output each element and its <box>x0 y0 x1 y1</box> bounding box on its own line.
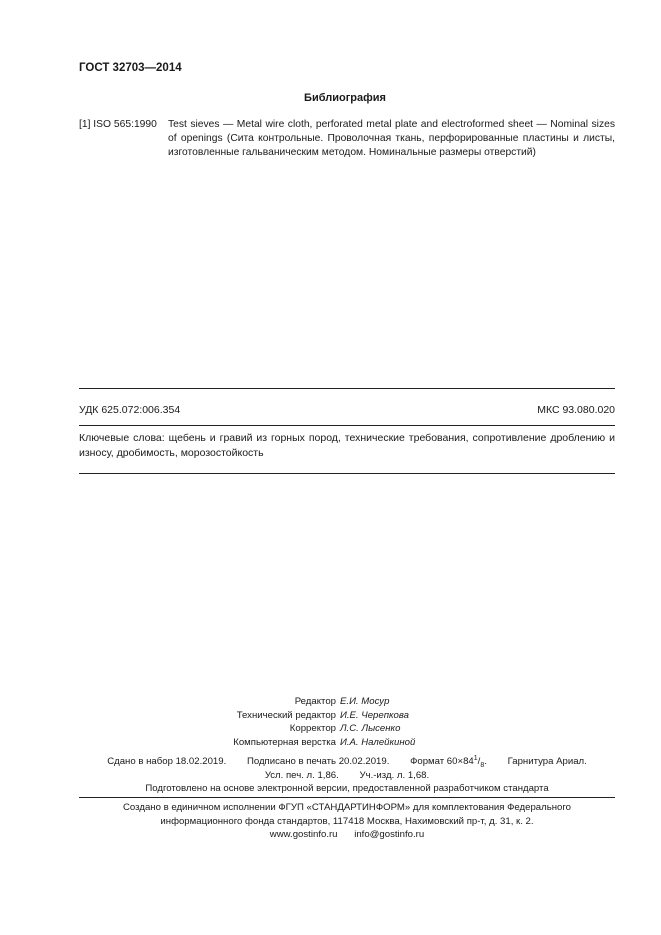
credit-name: Е.И. Мосур <box>340 696 390 707</box>
publisher-sheets: Уч.-изд. л. 1,68. <box>359 769 430 781</box>
section-title: Библиография <box>304 92 386 104</box>
credit-editor <box>0 695 661 709</box>
footer-contacts <box>79 828 615 842</box>
footer-line-2: информационного фонда стандартов, 117418 Москва, Нахимовский пр-т, д. 31, к. 2. <box>160 815 534 827</box>
credit-name: И.Е. Черепкова <box>340 709 410 721</box>
website-link[interactable]: www.gostinfo.ru <box>269 829 338 840</box>
footer-line-1: Создано в единичном исполнении ФГУП «СТАНДАРТИНФОРМ» для комплектования Федерального <box>123 802 571 813</box>
document-code: ГОСТ 32703—2014 <box>79 62 182 74</box>
print-info <box>79 755 615 796</box>
divider-keywords <box>79 473 615 474</box>
credit-role: Компьютерная верстка <box>233 736 336 748</box>
udk-code: УДК 625.072:006.354 <box>79 404 181 416</box>
credit-name: Л.С. Лысенко <box>340 723 401 734</box>
credit-name: И.А. Налейкиной <box>340 736 416 748</box>
credit-tech-editor <box>0 709 661 723</box>
submitted-date: Сдано в набор 18.02.2019. <box>107 756 227 767</box>
format: Формат $60\times 84^1/_8$. <box>410 754 487 769</box>
print-sheets: Усл. печ. л. 1,86. <box>264 769 339 781</box>
bibliography-entry <box>79 118 615 160</box>
credit-role: Технический редактор <box>236 709 336 721</box>
divider-top <box>79 388 615 389</box>
signed-date: Подписано в печать 20.02.2019. <box>246 756 390 767</box>
footer <box>79 801 615 842</box>
bibliography-text: Test sieves — Metal wire cloth, perforated metal plate and electroformed sheet — Nominal sizes of openings (Сита контрольные. Проволочная ткань, перфорированные пластины и листы, изготовленные гальваническим методом. Номинальные размеры отверстий) <box>168 119 615 158</box>
print-line-2 <box>79 769 615 783</box>
print-line-1 <box>79 755 615 769</box>
email-link[interactable]: info@gostinfo.ru <box>354 829 425 840</box>
credit-layout <box>0 736 661 750</box>
divider-middle <box>79 425 615 426</box>
typeface: Гарнитура Ариал. <box>507 756 587 767</box>
mks-code: МКС 93.080.020 <box>537 404 615 416</box>
bibliography-ref: [1] ISO 565:1990 <box>79 119 157 130</box>
credits-block <box>0 695 661 749</box>
credit-proofreader <box>0 722 661 736</box>
credit-role: Редактор <box>294 696 336 707</box>
credit-role: Корректор <box>289 723 336 734</box>
prepared-note: Подготовлено на основе электронной версии, предоставленной разработчиком стандарта <box>145 783 549 794</box>
divider-footer <box>79 797 615 798</box>
keywords: Ключевые слова: щебень и гравий из горных пород, технические требования, сопротивление дроблению и износу, дробимость, морозостойкость <box>79 432 615 459</box>
